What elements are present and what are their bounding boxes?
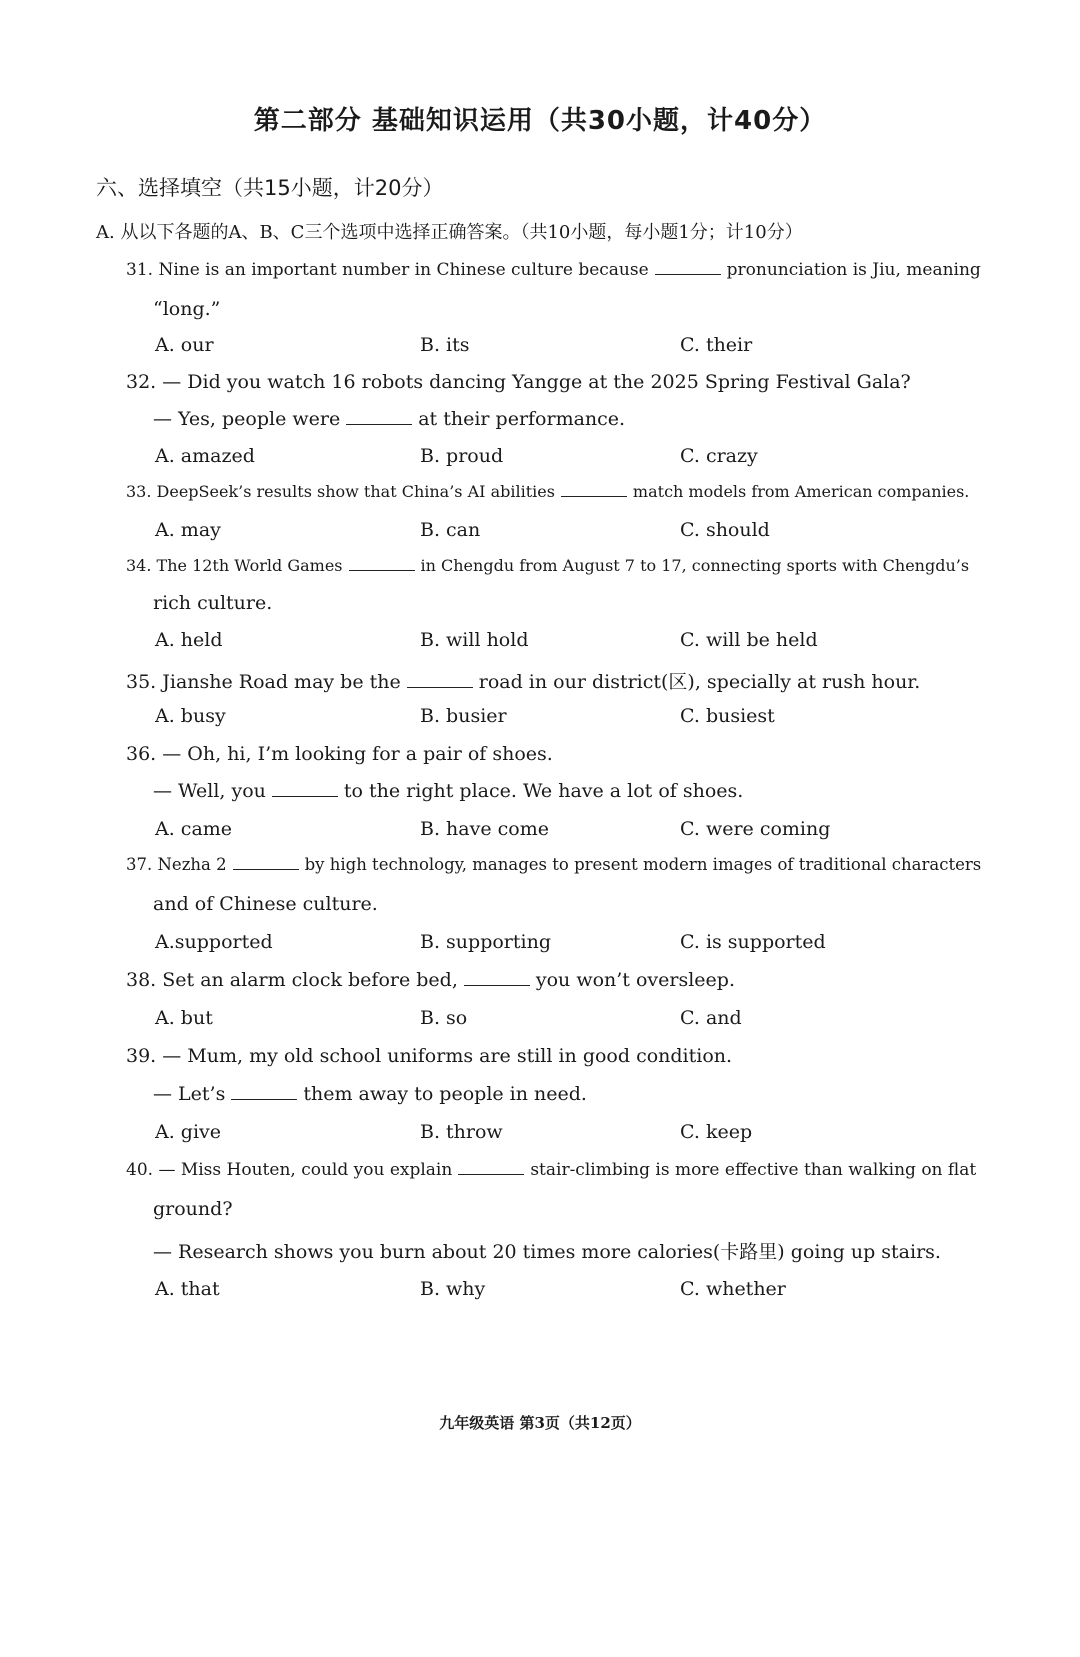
answer-blank [231,1098,297,1100]
page-footer: 九年级英语 第3页（共12页） [439,1414,641,1432]
question-text: 34. The 12th World Games [126,556,343,575]
question-line [126,556,969,575]
answer-option: C. is supported [680,931,826,953]
question-text: 40. — Miss Houten, could you explain [126,1160,453,1180]
question-text: rich culture. [153,592,273,614]
answer-option: B. can [420,519,481,541]
answer-blank [655,273,721,275]
question-text: in Chengdu from August 7 to 17, connecting sports with Chengdu’s [420,556,970,575]
question-text: at their performance. [418,408,626,430]
question-text: 38. Set an alarm clock before bed, [126,969,458,991]
answer-option: B. so [420,1007,468,1029]
question-line [153,1198,233,1220]
question-line [126,667,920,694]
answer-option: C. and [680,1007,742,1029]
question-text: by high technology, manages to present modern images of traditional characters [304,855,982,874]
answer-blank [346,423,412,425]
question-text: — Yes, people were [153,408,341,430]
answer-option: C. crazy [680,445,758,467]
answer-option: A. amazed [155,445,255,467]
page-title: 第二部分 基础知识运用（共30小题，计40分） [253,106,827,136]
question-text: and of Chinese culture. [153,893,378,915]
question-line [126,1160,976,1180]
question-text: match models from American companies. [632,482,970,501]
instruction-text: A. 从以下各题的A、B、C三个选项中选择正确答案。（共10小题，每小题1分；计10分） [96,222,803,243]
answer-option: B. will hold [420,629,529,651]
answer-option: A. but [155,1007,213,1029]
answer-option: C. their [680,334,753,356]
answer-option: C. will be held [680,629,818,651]
question-text: 33. DeepSeek’s results show that China’s AI abilities [126,482,555,501]
question-line [126,371,911,393]
answer-option: A. may [155,519,221,541]
answer-option: C. keep [680,1121,753,1143]
question-text: road in our district(区), specially at rush hour. [478,671,921,693]
section-heading: 六、选择填空（共15小题，计20分） [96,176,444,200]
question-line [126,1045,732,1067]
answer-blank [233,868,299,870]
question-line [153,893,378,915]
question-text: them away to people in need. [303,1083,587,1105]
answer-blank [407,686,473,688]
question-line [126,855,981,874]
question-line [126,260,981,280]
question-text: — Let’s [153,1083,226,1105]
question-text: — Research shows you burn about 20 times more calories(卡路里) going up stairs. [153,1241,941,1263]
answer-blank [349,569,415,571]
answer-option: A. held [155,629,223,651]
question-text: pronunciation is Jiu, meaning [726,260,981,280]
question-text: 39. — Mum, my old school uniforms are still in good condition. [126,1045,733,1067]
answer-option: A. give [155,1121,222,1143]
answer-option: B. busier [420,705,507,727]
question-text: 35. Jianshe Road may be the [126,671,401,693]
question-text: 32. — Did you watch 16 robots dancing Yangge at the 2025 Spring Festival Gala? [126,371,911,393]
question-text: 36. — Oh, hi, I’m looking for a pair of shoes. [126,743,553,765]
question-text: stair-climbing is more effective than walking on flat [530,1160,977,1180]
answer-option: B. have come [420,818,549,840]
question-line [153,592,272,614]
question-text: “long.” [153,298,221,320]
answer-option: C. whether [680,1278,786,1300]
question-text: ground? [153,1198,233,1220]
answer-option: C. busiest [680,705,775,727]
question-line [153,780,743,802]
answer-option: C. should [680,519,770,541]
answer-option: A. our [155,334,214,356]
answer-blank [458,1173,524,1175]
answer-option: B. its [420,334,470,356]
question-line [153,298,220,320]
question-line [153,408,625,430]
question-text: to the right place. We have a lot of shoes. [343,780,744,802]
question-line [153,1237,941,1264]
answer-option: A. came [155,818,233,840]
question-text: — Well, you [153,780,266,802]
answer-option: B. throw [420,1121,503,1143]
answer-option: B. why [420,1278,486,1300]
answer-blank [561,495,627,497]
answer-option: A.supported [155,931,273,953]
answer-option: A. that [155,1278,220,1300]
question-text: 37. Nezha 2 [126,855,227,874]
question-line [126,482,969,501]
answer-blank [464,984,530,986]
question-line [126,743,553,765]
answer-option: B. supporting [420,931,551,953]
answer-option: B. proud [420,445,504,467]
question-text: 31. Nine is an important number in Chinese culture because [126,260,649,280]
question-line [153,1083,587,1105]
question-text: you won’t oversleep. [535,969,735,991]
answer-option: C. were coming [680,818,831,840]
answer-option: A. busy [155,705,226,727]
question-line [126,969,735,991]
answer-blank [272,795,338,797]
